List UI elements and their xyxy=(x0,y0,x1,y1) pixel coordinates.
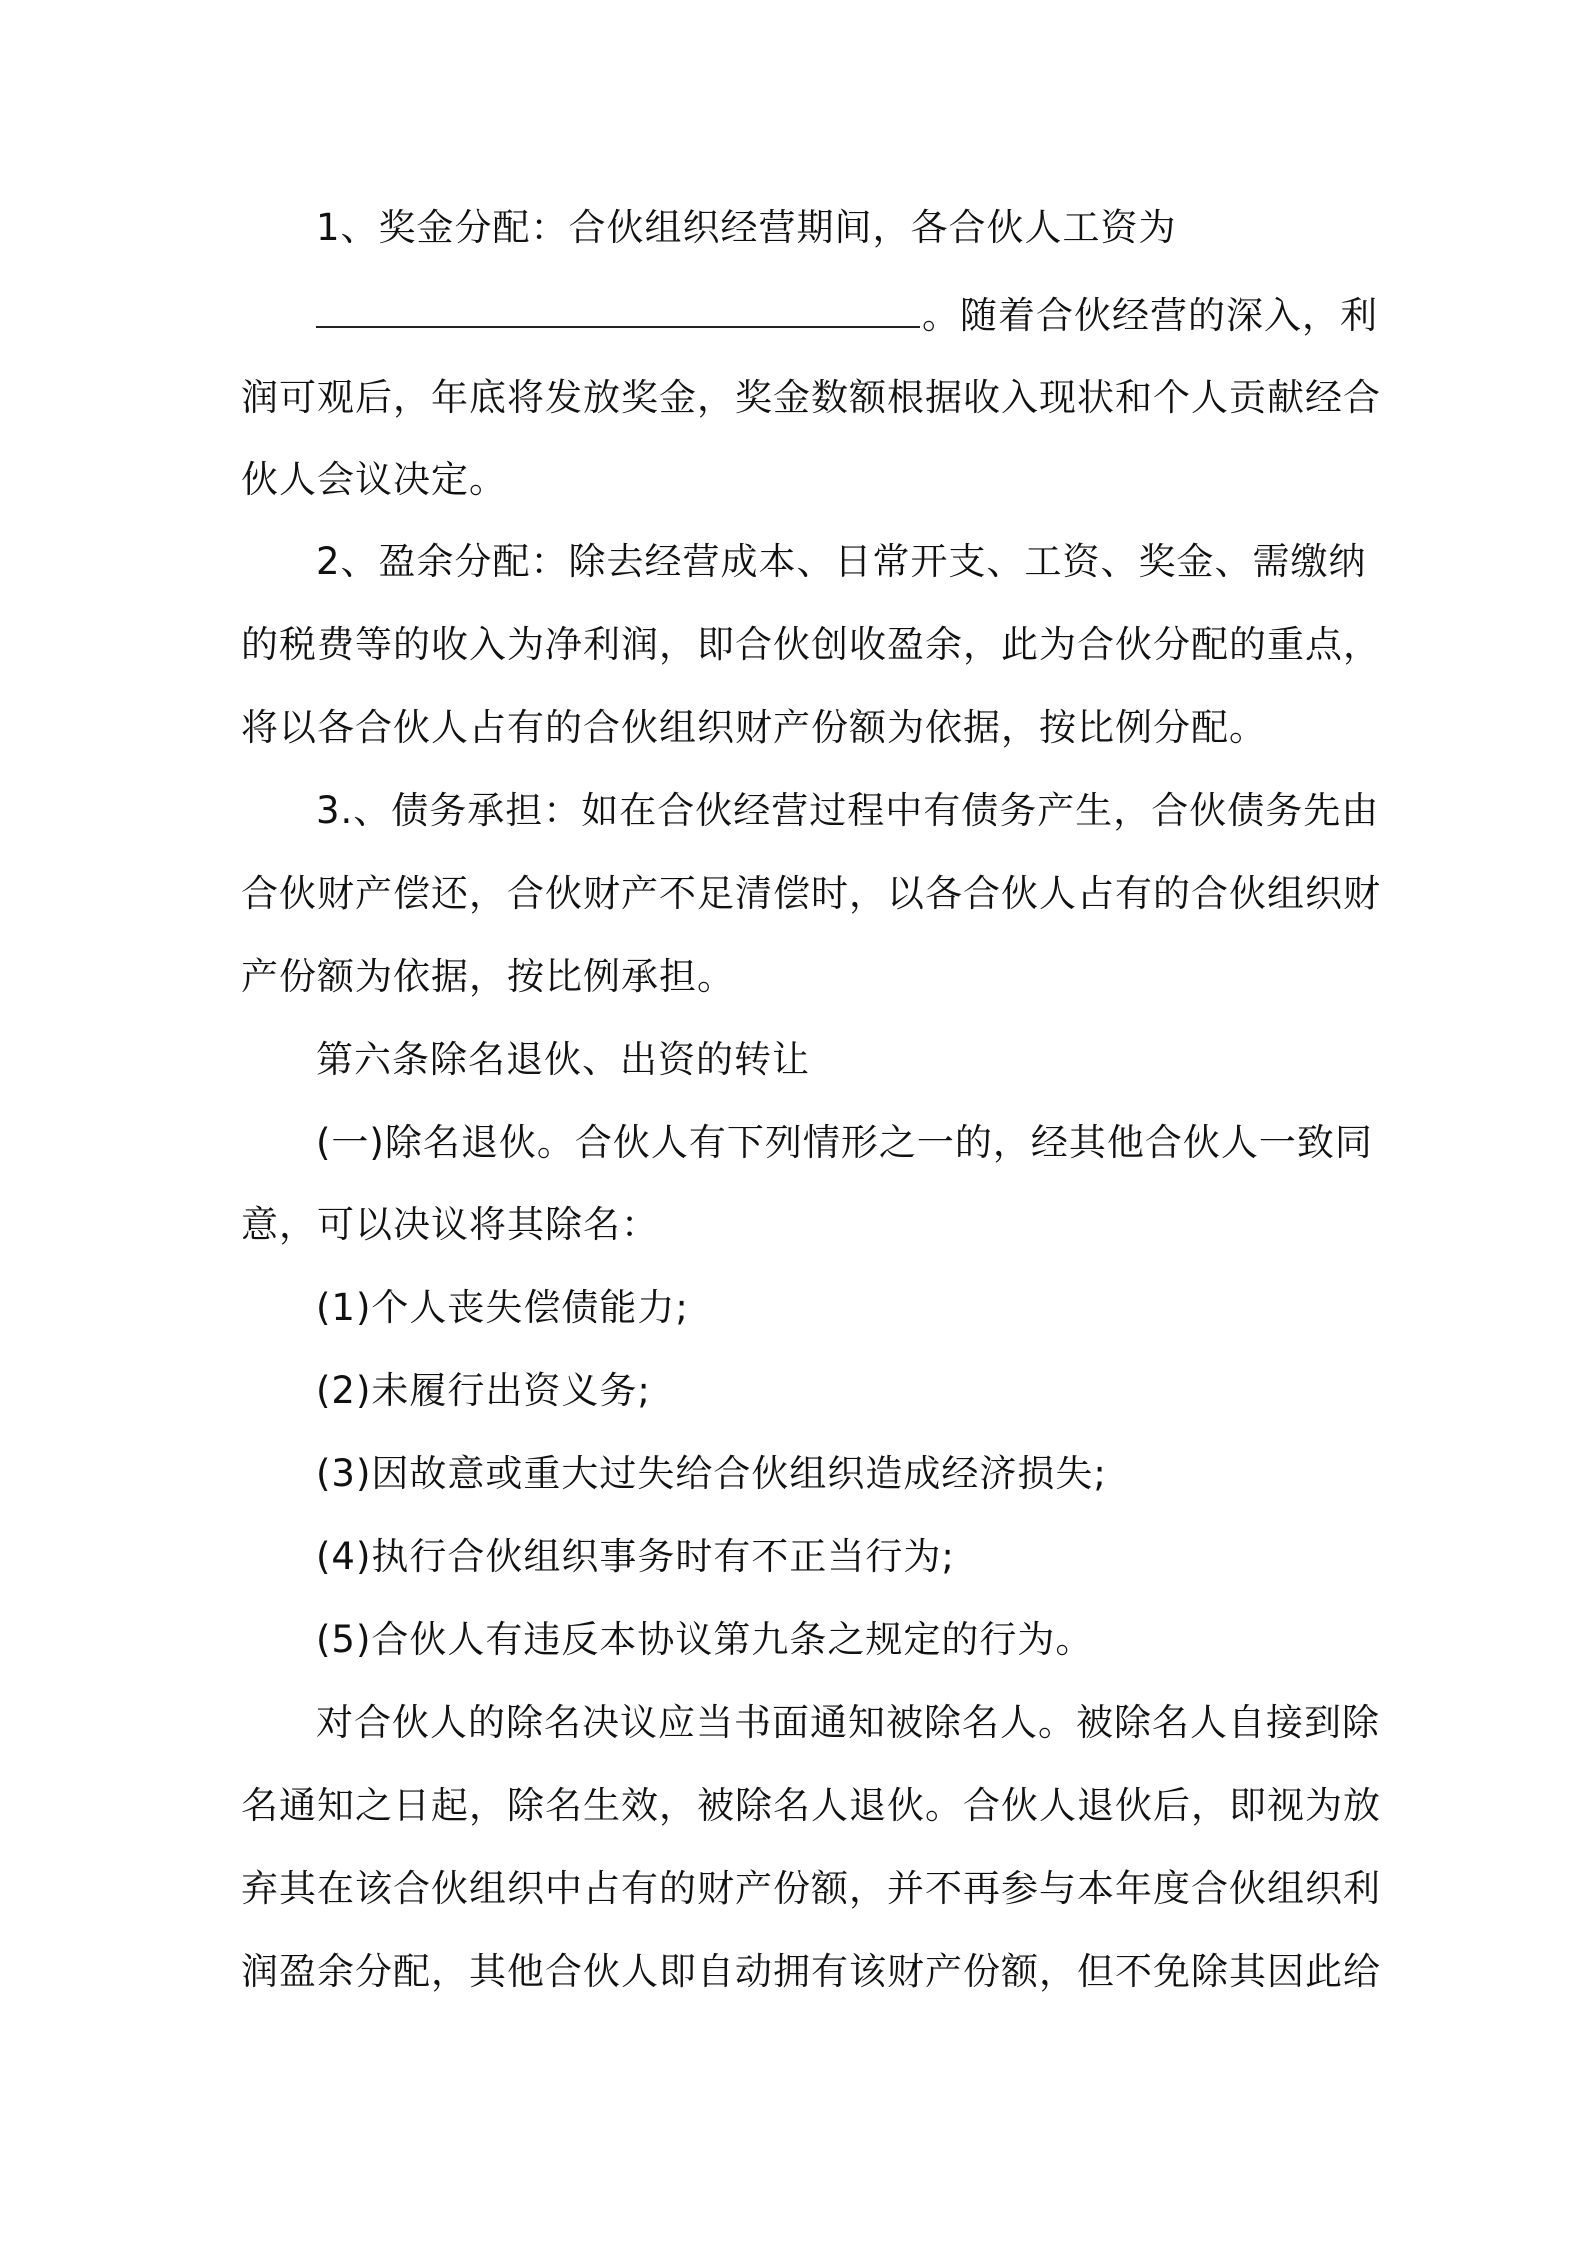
paragraph-line: 对合伙人的除名决议应当书面通知被除名人。被除名人自接到除 xyxy=(316,1701,1380,1744)
paragraph-line: 2、盈余分配：除去经营成本、日常开支、工资、奖金、需缴纳 xyxy=(316,540,1367,583)
paragraph-line: 润可观后，年底将发放奖金，奖金数额根据收入现状和个人贡献经合 xyxy=(241,376,1381,419)
paragraph-line-with-blank xyxy=(316,291,1436,341)
paragraph-line: 将以各合伙人占有的合伙组织财产份额为依据，按比例分配。 xyxy=(241,706,1267,749)
paragraph-line: 润盈余分配，其他合伙人即自动拥有该财产份额，但不免除其因此给 xyxy=(241,1950,1381,1993)
paragraph-line: 名通知之日起，除名生效，被除名人退伙。合伙人退伙后，即视为放 xyxy=(241,1784,1381,1827)
paragraph-line: 的税费等的收入为净利润，即合伙创收盈余，此为合伙分配的重点， xyxy=(241,623,1381,666)
paragraph-line: 伙人会议决定。 xyxy=(241,458,507,501)
paragraph-line: (一)除名退伙。合伙人有下列情形之一的，经其他合伙人一致同 xyxy=(316,1121,1373,1164)
section-heading: 第六条除名退伙、出资的转让 xyxy=(316,1038,810,1081)
paragraph-line: 1、奖金分配：合伙组织经营期间，各合伙人工资为 xyxy=(316,206,1177,249)
fill-in-blank xyxy=(316,296,920,328)
list-item: (3)因故意或重大过失给合伙组织造成经济损失; xyxy=(316,1452,1107,1495)
list-item: (5)合伙人有违反本协议第九条之规定的行为。 xyxy=(316,1618,1094,1661)
paragraph-line: 意，可以决议将其除名： xyxy=(241,1203,659,1246)
list-item: (4)执行合伙组织事务时有不正当行为; xyxy=(316,1535,955,1578)
paragraph-line-text: 。随着合伙经营的深入，利 xyxy=(922,294,1378,337)
paragraph-line: 合伙财产偿还，合伙财产不足清偿时，以各合伙人占有的合伙组织财 xyxy=(241,872,1381,915)
paragraph-line: 3.、债务承担：如在合伙经营过程中有债务产生，合伙债务先由 xyxy=(316,789,1380,832)
list-item: (1)个人丧失偿债能力; xyxy=(316,1286,689,1329)
paragraph-line: 产份额为依据，按比例承担。 xyxy=(241,955,735,998)
paragraph-line: 弃其在该合伙组织中占有的财产份额，并不再参与本年度合伙组织利 xyxy=(241,1867,1381,1910)
list-item: (2)未履行出资义务; xyxy=(316,1369,651,1412)
